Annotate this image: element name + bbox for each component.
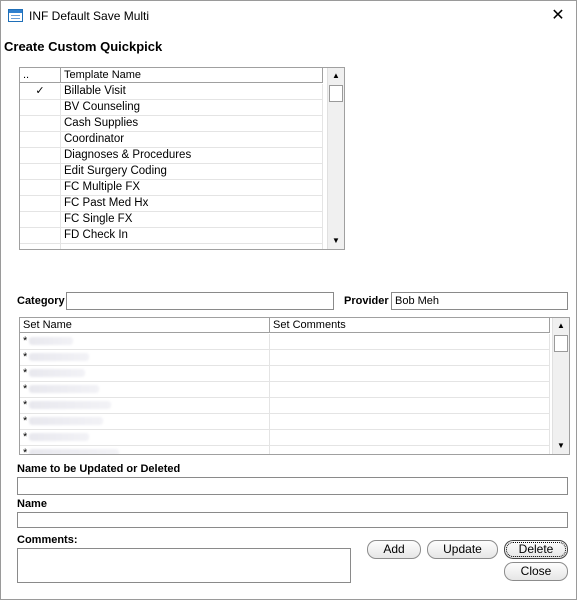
comments-label: Comments:: [17, 534, 78, 546]
template-name-cell: Cash Supplies: [61, 116, 323, 132]
name-label: Name: [17, 498, 47, 510]
set-name-prefix: *: [23, 431, 28, 443]
row-check-cell[interactable]: [20, 196, 61, 212]
template-grid-scrollbar[interactable]: [327, 68, 344, 249]
table-row[interactable]: [20, 228, 323, 244]
template-name-cell: [61, 244, 323, 250]
set-name-prefix: *: [23, 383, 28, 395]
table-row[interactable]: [20, 212, 323, 228]
row-check-cell[interactable]: [20, 228, 61, 244]
redacted-text: [29, 353, 89, 361]
table-row[interactable]: [20, 334, 550, 350]
page-title: Create Custom Quickpick: [4, 39, 163, 54]
table-row[interactable]: [20, 180, 323, 196]
row-check-cell[interactable]: [20, 212, 61, 228]
template-name-cell: Edit Surgery Coding: [61, 164, 323, 180]
set-name-prefix: *: [23, 335, 28, 347]
table-row[interactable]: [20, 446, 550, 455]
set-name-cell: [20, 398, 270, 414]
set-comments-cell: [270, 366, 550, 382]
set-name-cell: [20, 430, 270, 446]
set-name-cell: [20, 334, 270, 350]
template-grid-header-name[interactable]: Template Name: [61, 68, 323, 83]
redacted-text: [29, 433, 89, 441]
set-name-prefix: *: [23, 415, 28, 427]
add-button[interactable]: Add: [367, 540, 421, 559]
row-check-cell[interactable]: [20, 164, 61, 180]
row-check-cell[interactable]: [20, 244, 61, 250]
template-name-cell: Billable Visit: [61, 84, 323, 100]
update-button[interactable]: Update: [427, 540, 498, 559]
app-window-icon: [8, 9, 23, 22]
update-delete-field[interactable]: [17, 477, 568, 495]
scroll-thumb[interactable]: [329, 85, 343, 102]
set-comments-cell: [270, 382, 550, 398]
table-row[interactable]: [20, 148, 323, 164]
set-comments-cell: [270, 430, 550, 446]
redacted-text: [29, 417, 103, 425]
row-check-cell[interactable]: [20, 132, 61, 148]
delete-button[interactable]: Delete: [504, 540, 568, 559]
scroll-thumb[interactable]: [554, 335, 568, 352]
set-comments-cell: [270, 350, 550, 366]
redacted-text: [29, 385, 99, 393]
scroll-up-icon[interactable]: ▲: [332, 71, 340, 80]
title-bar: [1, 1, 576, 31]
set-grid-header-comments[interactable]: Set Comments: [270, 318, 550, 333]
window-title: INF Default Save Multi: [29, 9, 150, 23]
set-comments-cell: [270, 334, 550, 350]
set-name-cell: [20, 382, 270, 398]
set-grid-header-name[interactable]: Set Name: [20, 318, 270, 333]
table-row[interactable]: [20, 350, 550, 366]
row-check-cell[interactable]: [20, 148, 61, 164]
table-row[interactable]: [20, 414, 550, 430]
scroll-down-icon[interactable]: ▼: [557, 441, 565, 450]
template-grid-header-check[interactable]: ..: [20, 68, 61, 83]
comments-field[interactable]: [17, 548, 351, 583]
set-name-cell: [20, 414, 270, 430]
scroll-up-icon[interactable]: ▲: [557, 321, 565, 330]
provider-label: Provider: [344, 295, 389, 307]
set-grid-scrollbar[interactable]: [552, 318, 569, 454]
set-comments-cell: [270, 446, 550, 455]
table-row[interactable]: [20, 244, 323, 250]
row-check-cell[interactable]: [20, 180, 61, 196]
update-delete-label: Name to be Updated or Deleted: [17, 463, 181, 475]
table-row[interactable]: [20, 196, 323, 212]
close-button[interactable]: Close: [504, 562, 568, 581]
name-field[interactable]: [17, 512, 568, 528]
table-row[interactable]: [20, 430, 550, 446]
template-name-cell: FC Single FX: [61, 212, 323, 228]
table-row[interactable]: [20, 84, 323, 100]
row-check-cell[interactable]: [20, 116, 61, 132]
redacted-text: [29, 401, 111, 409]
set-name-cell: [20, 366, 270, 382]
table-row[interactable]: [20, 132, 323, 148]
scroll-down-icon[interactable]: ▼: [332, 236, 340, 245]
provider-field[interactable]: Bob Meh: [391, 292, 568, 310]
set-name-prefix: *: [23, 447, 28, 455]
check-icon[interactable]: ✓: [20, 84, 61, 100]
close-icon[interactable]: ✕: [551, 7, 565, 24]
set-grid: [19, 317, 570, 455]
set-comments-cell: [270, 398, 550, 414]
template-name-cell: Diagnoses & Procedures: [61, 148, 323, 164]
template-name-cell: Coordinator: [61, 132, 323, 148]
redacted-text: [29, 449, 119, 455]
table-row[interactable]: [20, 382, 550, 398]
table-row[interactable]: [20, 366, 550, 382]
template-name-cell: FD Check In: [61, 228, 323, 244]
template-name-cell: FC Past Med Hx: [61, 196, 323, 212]
category-label: Category: [17, 295, 65, 307]
row-check-cell[interactable]: [20, 100, 61, 116]
table-row[interactable]: [20, 164, 323, 180]
redacted-text: [29, 369, 85, 377]
set-name-cell: [20, 350, 270, 366]
table-row[interactable]: [20, 398, 550, 414]
template-grid: [19, 67, 345, 250]
set-comments-cell: [270, 414, 550, 430]
table-row[interactable]: [20, 100, 323, 116]
set-name-prefix: *: [23, 351, 28, 363]
category-field[interactable]: [66, 292, 334, 310]
template-name-cell: BV Counseling: [61, 100, 323, 116]
template-name-cell: FC Multiple FX: [61, 180, 323, 196]
set-name-prefix: *: [23, 367, 28, 379]
set-name-prefix: *: [23, 399, 28, 411]
set-name-cell: [20, 446, 270, 455]
redacted-text: [29, 337, 73, 345]
table-row[interactable]: [20, 116, 323, 132]
